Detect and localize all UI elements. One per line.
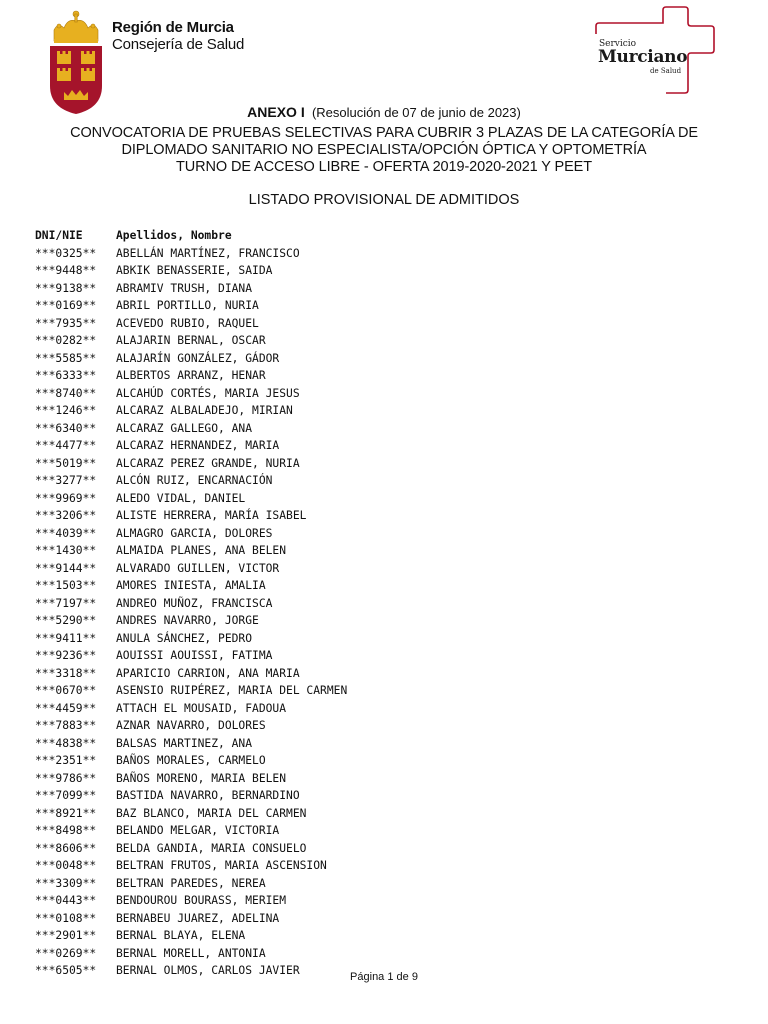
table-row: [35, 577, 347, 595]
table-row: [35, 507, 347, 525]
dni-cell: ***9144**: [35, 561, 97, 575]
dni-cell: ***1503**: [35, 579, 97, 592]
name-cell: BALSAS MARTINEZ, ANA: [116, 736, 253, 750]
name-cell: ABKIK BENASSERIE, SAIDA: [116, 264, 273, 277]
dni-cell: ***6340**: [35, 421, 97, 435]
table-row: [35, 315, 347, 333]
name-cell: ALMAGRO GARCIA, DOLORES: [116, 526, 273, 540]
name-cell: AOUISSI AOUISSI, FATIMA: [116, 649, 273, 662]
name-cell: BERNAL MORELL, ANTONIA: [116, 946, 266, 960]
name-cell: ALCARAZ HERNANDEZ, MARIA: [116, 439, 280, 452]
table-row: [35, 717, 347, 735]
name-cell: ALCARAZ GALLEGO, ANA: [116, 421, 253, 435]
dni-cell: ***8740**: [35, 386, 97, 400]
admitted-list: [35, 227, 347, 980]
name-cell: ALEDO VIDAL, DANIEL: [116, 491, 246, 505]
dni-cell: ***3277**: [35, 474, 97, 487]
table-header-row: [35, 227, 347, 245]
dni-cell: ***1246**: [35, 404, 97, 417]
name-cell: APARICIO CARRION, ANA MARIA: [116, 666, 300, 680]
table-row: [35, 472, 347, 490]
name-cell: BERNAL OLMOS, CARLOS JAVIER: [116, 964, 300, 977]
table-row: [35, 420, 347, 438]
dni-cell: ***0443**: [35, 894, 97, 907]
table-row: [35, 350, 347, 368]
name-cell: ALCÓN RUIZ, ENCARNACIÓN: [116, 474, 273, 487]
table-row: [35, 402, 347, 420]
title-line: DIPLOMADO SANITARIO NO ESPECIALISTA/OPCIÓN ÓPTICA Y OPTOMETRÍA: [121, 142, 647, 158]
table-row: [35, 245, 347, 263]
table-row: [35, 770, 347, 788]
dni-cell: ***7099**: [35, 789, 97, 802]
sms-logo-servicio-text: Servicio: [599, 39, 637, 49]
dni-cell: ***0670**: [35, 684, 97, 697]
name-cell: BAZ BLANCO, MARIA DEL CARMEN: [116, 806, 307, 820]
dni-cell: ***2351**: [35, 754, 97, 767]
dni-cell: ***9969**: [35, 491, 97, 505]
table-row: [35, 665, 347, 683]
dni-cell: ***0048**: [35, 859, 97, 872]
dni-cell: ***8606**: [35, 841, 97, 855]
table-row: [35, 297, 347, 315]
org-name: Región de Murcia: [112, 19, 234, 36]
anexo-heading: [0, 104, 768, 120]
name-cell: ACEVEDO RUBIO, RAQUEL: [116, 316, 259, 330]
name-cell: ALCAHÚD CORTÉS, MARIA JESUS: [116, 386, 300, 400]
name-cell: BELDA GANDIA, MARIA CONSUELO: [116, 841, 307, 855]
table-row: [35, 490, 347, 508]
table-row: [35, 647, 347, 665]
table-row: [35, 945, 347, 963]
table-row: [35, 857, 347, 875]
dni-cell: ***5585**: [35, 351, 97, 365]
name-cell: ABELLÁN MARTÍNEZ, FRANCISCO: [116, 246, 300, 260]
name-cell: BELANDO MELGAR, VICTORIA: [116, 824, 280, 837]
title-line: TURNO DE ACCESO LIBRE - OFERTA 2019-2020-2021 Y PEET: [175, 159, 592, 175]
anexo-label: ANEXO I: [247, 104, 305, 120]
table-row: [35, 332, 347, 350]
name-cell: ALAJARIN BERNAL, OSCAR: [116, 334, 266, 347]
table-row: [35, 367, 347, 385]
name-cell: ABRIL PORTILLO, NURIA: [116, 299, 259, 312]
table-row: [35, 612, 347, 630]
dni-cell: ***9411**: [35, 631, 97, 645]
table-row: [35, 875, 347, 893]
table-row: [35, 927, 347, 945]
dni-cell: ***6333**: [35, 369, 97, 382]
dni-cell: ***7935**: [35, 316, 97, 330]
name-cell: BENDOUROU BOURASS, MERIEM: [116, 894, 287, 907]
name-cell: ANDRES NAVARRO, JORGE: [116, 614, 259, 627]
dni-cell: ***8921**: [35, 806, 97, 820]
page-number: Página 1 de 9: [350, 971, 418, 983]
table-row: [35, 735, 347, 753]
list-subtitle: LISTADO PROVISIONAL DE ADMITIDOS: [248, 192, 520, 208]
table-row: [35, 595, 347, 613]
sms-logo-murciano-text: Murciano: [598, 47, 688, 67]
name-cell: ABRAMIV TRUSH, DIANA: [116, 281, 253, 295]
dni-cell: ***4477**: [35, 439, 97, 452]
title-line: CONVOCATORIA DE PRUEBAS SELECTIVAS PARA CUBRIR 3 PLAZAS DE LA CATEGORÍA DE: [70, 125, 698, 141]
dni-cell: ***3309**: [35, 876, 97, 890]
column-header-dni: DNI/NIE: [35, 229, 83, 242]
table-row: [35, 752, 347, 770]
dni-cell: ***4459**: [35, 701, 97, 715]
dni-cell: ***3206**: [35, 509, 97, 522]
table-row: [35, 682, 347, 700]
table-row: [35, 525, 347, 543]
name-cell: BAÑOS MORENO, MARIA BELEN: [116, 771, 287, 785]
name-cell: ATTACH EL MOUSAID, FADOUA: [116, 701, 287, 715]
table-row: [35, 910, 347, 928]
dni-cell: ***2901**: [35, 929, 97, 942]
table-row: [35, 280, 347, 298]
dni-cell: ***5290**: [35, 614, 97, 627]
dni-cell: ***0108**: [35, 911, 97, 925]
dni-cell: ***9448**: [35, 264, 97, 277]
column-header-name: Apellidos, Nombre: [116, 229, 232, 242]
anexo-resolution: (Resolución de 07 de junio de 2023): [311, 105, 521, 120]
table-row: [35, 700, 347, 718]
document-title: [0, 125, 768, 176]
dni-cell: ***0269**: [35, 946, 97, 960]
name-cell: ALBERTOS ARRANZ, HENAR: [116, 369, 266, 382]
name-cell: AMORES INIESTA, AMALIA: [116, 579, 266, 592]
dni-cell: ***9236**: [35, 649, 97, 662]
table-row: [35, 805, 347, 823]
table-row: [35, 560, 347, 578]
name-cell: ALAJARÍN GONZÁLEZ, GÁDOR: [116, 351, 280, 365]
name-cell: ALCARAZ ALBALADEJO, MIRIAN: [116, 404, 293, 417]
dni-cell: ***0169**: [35, 299, 97, 312]
name-cell: BASTIDA NAVARRO, BERNARDINO: [116, 789, 300, 802]
table-row: [35, 630, 347, 648]
name-cell: ALCARAZ PEREZ GRANDE, NURIA: [116, 456, 300, 470]
dni-cell: ***9138**: [35, 281, 97, 295]
org-subtitle: Consejería de Salud: [112, 36, 245, 53]
dni-cell: ***7883**: [35, 719, 97, 732]
name-cell: ALMAIDA PLANES, ANA BELEN: [116, 544, 287, 557]
dni-cell: ***3318**: [35, 666, 97, 680]
name-cell: ASENSIO RUIPÉREZ, MARIA DEL CARMEN: [116, 684, 348, 697]
dni-cell: ***6505**: [35, 964, 97, 977]
dni-cell: ***4039**: [35, 526, 97, 540]
name-cell: AZNAR NAVARRO, DOLORES: [116, 719, 266, 732]
region-murcia-coat-of-arms-icon: [48, 8, 104, 116]
table-row: [35, 437, 347, 455]
name-cell: ALVARADO GUILLEN, VICTOR: [116, 561, 280, 575]
sms-logo-salud-text: de Salud: [650, 67, 682, 75]
name-cell: ANULA SÁNCHEZ, PEDRO: [116, 631, 253, 645]
table-row: [35, 840, 347, 858]
dni-cell: ***7197**: [35, 596, 97, 610]
name-cell: BELTRAN PAREDES, NEREA: [116, 876, 266, 890]
name-cell: ALISTE HERRERA, MARÍA ISABEL: [116, 509, 307, 522]
dni-cell: ***5019**: [35, 456, 97, 470]
dni-cell: ***8498**: [35, 824, 97, 837]
dni-cell: ***1430**: [35, 544, 97, 557]
dni-cell: ***9786**: [35, 771, 97, 785]
dni-cell: ***0282**: [35, 334, 97, 347]
table-row: [35, 787, 347, 805]
table-row: [35, 385, 347, 403]
table-row: [35, 455, 347, 473]
name-cell: BERNABEU JUAREZ, ADELINA: [116, 911, 280, 925]
dni-cell: ***0325**: [35, 246, 97, 260]
table-row: [35, 822, 347, 840]
dni-cell: ***4838**: [35, 736, 97, 750]
name-cell: BELTRAN FRUTOS, MARIA ASCENSION: [116, 859, 327, 872]
table-row: [35, 542, 347, 560]
table-row: [35, 262, 347, 280]
name-cell: BAÑOS MORALES, CARMELO: [116, 754, 266, 767]
table-row: [35, 892, 347, 910]
name-cell: ANDREO MUÑOZ, FRANCISCA: [116, 596, 273, 610]
name-cell: BERNAL BLAYA, ELENA: [116, 929, 246, 942]
